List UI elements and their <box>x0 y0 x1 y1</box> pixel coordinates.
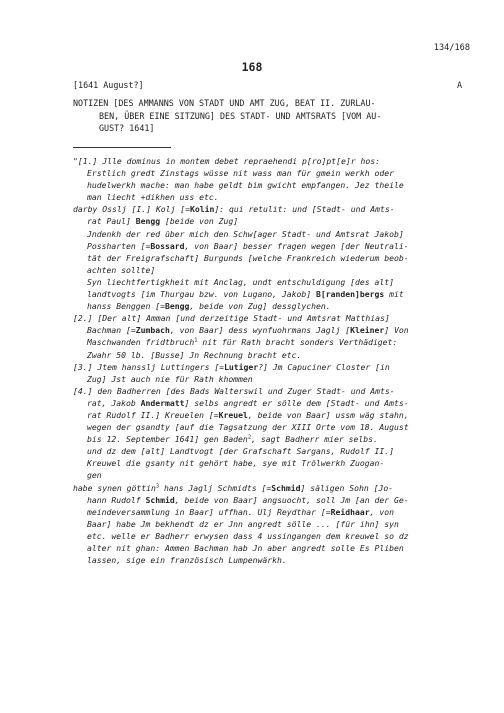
text-segment: bis 12. September 1641] gen Baden <box>87 434 248 445</box>
text-segment: lassen, sige ein französisch Lumpenwärkh. <box>87 555 287 566</box>
text-segment: nit für Rath bracht sonders Verthädiget: <box>197 337 398 348</box>
text-segment: [4.] den Badherren [des Bads Walterswil und Zuger Stadt- und Amts- <box>73 385 395 396</box>
text-segment: rat, Jakob <box>87 397 141 408</box>
document-heading <box>73 97 453 135</box>
section-marker: A <box>456 80 462 90</box>
text-segment: darby Osslj [I.] Kolj [= <box>73 204 190 215</box>
text-segment: etc. welle er Badherr erwysen dass 4 ussingangen dem kreuwel so dz <box>87 530 409 541</box>
text-line <box>73 457 473 469</box>
text-segment: hudelwerkh mache: man habe geldt bim gwicht empfangen. Jez theile <box>87 180 404 191</box>
text-line <box>73 506 473 518</box>
text-line <box>73 409 473 421</box>
text-segment: achten sollte] <box>87 264 156 275</box>
text-line <box>73 554 473 566</box>
name-highlight: B[randen]bergs <box>316 289 385 300</box>
page-number: 168 <box>241 60 263 74</box>
text-line <box>73 312 473 324</box>
heading-line: GUST? 1641] <box>99 123 155 133</box>
text-segment: [3.] Jtem hansslj Luttingers [= <box>73 361 225 372</box>
heading-line: BEN, ÜBER EINE SITZUNG] DES STADT- UND AMTSRATS [VOM AU- <box>99 110 382 121</box>
page-counter: 134/168 <box>433 43 470 53</box>
text-line <box>73 530 473 542</box>
text-segment: wegen der gsandty [auf die Tagsatzung der XIII Orte vom 18. August <box>87 422 409 433</box>
text-line <box>73 349 473 361</box>
text-line <box>73 179 473 191</box>
footnote-ref: 2 <box>247 434 252 441</box>
text-line <box>73 361 473 373</box>
text-line <box>73 215 473 227</box>
name-highlight: Andermatt <box>140 397 185 408</box>
text-line <box>73 324 473 336</box>
text-segment: rat Rudolf II.] Kreuelen [= <box>87 409 219 420</box>
text-segment: Syn liechtfertigkheit mit Anclag, undt entschuldigung [des alt] <box>87 276 394 287</box>
text-segment: Zwahr 50 lb. [Busse] Jn Rechnung bracht etc. <box>87 349 302 360</box>
text-line <box>73 518 473 530</box>
name-highlight: Kleiner <box>350 325 385 336</box>
footnote-ref: 1 <box>194 337 198 344</box>
text-line <box>73 240 473 252</box>
name-highlight: Bengg <box>164 301 190 312</box>
document-date: [1641 August?] <box>73 80 144 90</box>
text-line <box>73 276 473 288</box>
name-highlight: Bossard <box>150 240 185 251</box>
text-line <box>73 385 473 397</box>
name-highlight: Schmid <box>271 482 301 493</box>
text-segment: ]: qui retulit: und [Stadt- und Amts- <box>214 204 395 215</box>
text-segment: habe synen göttin <box>73 482 156 493</box>
name-highlight: Bengg <box>135 216 161 227</box>
text-segment: , von Baar] besser fragen wegen [der Neutrali- <box>184 240 409 251</box>
name-highlight: Kolin <box>189 204 215 215</box>
text-line <box>73 397 473 409</box>
text-segment: Zug] Jst auch nie für Rath khommen <box>87 373 253 384</box>
text-segment: Jndenkh der red über mich den Schw[ager Stadt- und Amtsrat Jakob] <box>87 228 404 239</box>
name-highlight: Lutiger <box>224 361 259 372</box>
text-segment: , beide von Baar] angsuocht, soll Jm [an der Ge- <box>174 494 409 505</box>
text-segment: Kreuwel die gsanty nit gehört habe, sye mit Trölwerkh Zuogan- <box>87 458 385 469</box>
text-segment: , von Baar] dess wynfuohrmans Jaglj [ <box>169 325 351 336</box>
text-segment: tät der Freigrafschaft] Burgunds [welche Frankreich wiederum beob- <box>87 252 409 263</box>
divider-rule <box>73 147 171 148</box>
name-highlight: Zumbach <box>135 325 170 336</box>
text-segment: , beide von Zug] dessglychen. <box>189 301 331 312</box>
text-line <box>73 542 473 554</box>
text-segment: man liecht +dikhen uss etc. <box>87 192 219 203</box>
text-line <box>73 288 473 300</box>
text-segment: , beide von Baar] ussm wäg stahn, <box>247 409 409 420</box>
text-line <box>73 445 473 457</box>
text-segment: ] selbs angredt er sölle dem [Stadt- und Amts- <box>184 397 409 408</box>
text-segment: ?] Jm Capuciner Closter [in <box>258 361 390 372</box>
name-highlight: Schmid <box>145 494 175 505</box>
text-segment: , von <box>369 506 395 517</box>
text-line <box>73 494 473 506</box>
text-segment: [beide von Zug] <box>160 216 239 227</box>
text-segment: landtvogts [im Thurgau bzw. von Lugano, Jakob] <box>87 289 317 300</box>
text-segment: hanss Benggen [= <box>87 301 165 312</box>
text-line <box>73 203 473 215</box>
text-line <box>73 264 473 276</box>
transcription-body <box>73 155 473 566</box>
text-segment: hann Rudolf <box>87 494 146 505</box>
text-segment: Maschwanden fridtbruch <box>87 337 195 348</box>
text-line <box>73 433 473 445</box>
text-line <box>73 167 473 179</box>
text-line <box>73 191 473 203</box>
text-segment: hans Jaglj Schmidts [= <box>159 482 272 493</box>
text-segment: meindeversammlung in Baar] uffhan. Ulj Reydthar [= <box>87 506 331 517</box>
text-segment: , sagt Badherr mier selbs. <box>251 434 378 445</box>
text-segment: ] Von <box>384 325 409 336</box>
name-highlight: Reidhaar <box>330 506 370 517</box>
text-line <box>73 469 473 481</box>
text-segment: "[1.] Jlle dominus in montem debet repraehendi p[ro]pt[e]r hos: <box>73 156 380 166</box>
text-line <box>73 252 473 264</box>
name-highlight: Kreuel <box>218 409 248 420</box>
text-segment: gen <box>87 470 102 481</box>
text-segment: Erstlich gredt Zinstags wüsse nit wass man für gmein werkh oder <box>87 168 394 179</box>
text-segment: Bachman [= <box>87 325 136 336</box>
text-segment: [2.] [Der alt] Amman [und derzeitige Stadt- und Amtsrat Matthias] <box>73 313 390 324</box>
text-line <box>73 300 473 312</box>
text-segment: Baar] habe Jm bekhendt dz er Jnn angredt sölle ... [für ihn] syn <box>87 518 399 529</box>
text-segment: rat Paul] <box>87 216 136 227</box>
text-line <box>73 228 473 240</box>
text-line <box>73 421 473 433</box>
text-line <box>73 336 473 348</box>
text-segment: ] säligen Sohn [Jo- <box>300 482 394 493</box>
text-segment: alter nit ghan: Ammen Bachman hab Jn aber angredt solle Es Pliben <box>87 543 404 553</box>
text-line <box>73 482 473 494</box>
heading-line: NOTIZEN [DES AMMANNS VON STADT UND AMT ZUG, BEAT II. ZURLAU- <box>73 98 376 108</box>
text-segment: Possharten [= <box>87 240 151 251</box>
text-line <box>73 155 473 167</box>
text-segment: mit <box>384 289 404 300</box>
footnote-ref: 3 <box>155 482 160 489</box>
text-line <box>73 373 473 385</box>
text-segment: und dz dem [alt] Landtvogt [der Grafschaft Sargans, Rudolf II.] <box>87 446 394 457</box>
